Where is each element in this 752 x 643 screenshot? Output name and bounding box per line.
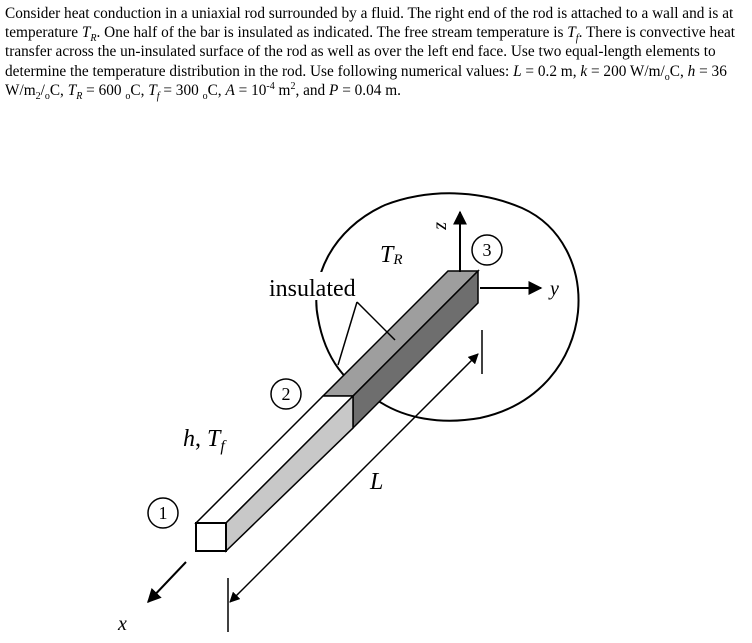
x-axis-label: x: [118, 613, 127, 635]
rod-end-face: [196, 523, 226, 551]
y-axis-label: y: [550, 278, 559, 300]
z-axis-label: z: [429, 222, 451, 230]
x-axis-arrow: [148, 562, 186, 602]
problem-statement: Consider heat conduction in a uniaxial rod surrounded by a fluid. The right end of the rod is attached to a wall and is at temperature $T_R$. One half of the bar is insulated as indicated. The free stream temperature is $T_f$. There is convective heat transfer across the un-insulated surface of the rod as well as over the left end face. Use two equal-length elements to determine the temperature distribution in the rod. Use following numerical values: L = 0.2 m, k = 200 $W/m/_oC$, h = 36 $W/m_2/_oC$, $T_R = 600$ $_o$C, $T_f = 300$ $_o$C, $A = 10^{-4}$ $m^2$, and P = 0.04 m.: [5, 5, 736, 102]
node-1-label: 1: [158, 503, 168, 523]
node-2-label: 2: [281, 384, 291, 404]
length-label: L: [370, 469, 384, 495]
insulated-leader-1: [338, 302, 357, 365]
insulated-label: insulated: [269, 276, 356, 302]
h-tf-label: h, $T_f$: [183, 426, 225, 455]
node-3-label: 3: [482, 240, 492, 260]
tr-label: TR: [380, 242, 403, 268]
insulated-leader-2: [357, 302, 395, 340]
